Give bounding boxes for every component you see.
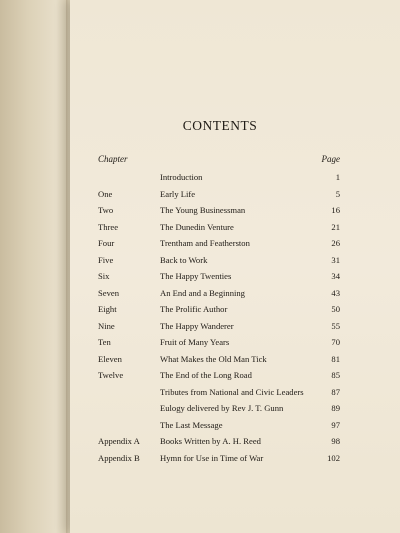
toc-row — [0, 186, 400, 202]
toc-title: The Prolific Author — [160, 304, 228, 314]
toc-row — [0, 318, 400, 334]
toc-page: 1 — [335, 172, 340, 182]
toc-page: 21 — [331, 221, 340, 232]
toc-page: 97 — [331, 419, 340, 430]
toc-title: Early Life — [160, 188, 196, 199]
toc-row — [0, 301, 400, 317]
chapter-column-header: Chapter — [98, 154, 128, 164]
toc-title: Back to Work — [160, 254, 208, 265]
toc-title: The Young Businessman — [160, 205, 246, 215]
toc-chapter: Six — [98, 271, 110, 281]
toc-row — [0, 285, 400, 301]
toc-page: 102 — [327, 452, 340, 463]
toc-chapter: Appendix B — [98, 452, 140, 463]
toc-title: The Happy Twenties — [160, 271, 232, 281]
toc-chapter: Three — [98, 221, 119, 232]
toc-row — [0, 169, 400, 185]
toc-page: 87 — [331, 386, 340, 397]
toc-page: 89 — [331, 403, 340, 413]
toc-row — [0, 202, 400, 218]
toc-title: The Dunedin Venture — [160, 221, 234, 232]
contents-title: CONTENTS — [182, 118, 258, 133]
toc-page: 85 — [331, 370, 340, 380]
toc-row — [0, 367, 400, 383]
toc-page: 34 — [331, 271, 340, 281]
toc-row — [0, 219, 400, 235]
toc-title: Introduction — [160, 172, 203, 182]
toc-title: What Makes the Old Man Tick — [160, 353, 267, 364]
toc-row — [0, 334, 400, 350]
toc-chapter: Appendix A — [98, 436, 140, 446]
toc-chapter: Two — [98, 205, 114, 215]
toc-title: The Last Message — [160, 419, 223, 430]
toc-page: 98 — [331, 436, 340, 446]
toc-page: 81 — [331, 353, 340, 364]
toc-chapter: Eleven — [98, 353, 122, 364]
toc-row — [0, 351, 400, 367]
toc-chapter: Eight — [98, 304, 117, 314]
toc-row — [0, 268, 400, 284]
toc-page: 5 — [335, 188, 340, 199]
toc-row — [0, 450, 400, 466]
toc-chapter: One — [98, 188, 113, 199]
toc-page: 70 — [331, 337, 340, 347]
toc-row — [0, 384, 400, 400]
toc-title: Books Written by A. H. Reed — [160, 436, 261, 446]
toc-chapter: Twelve — [98, 370, 124, 380]
toc-page: 43 — [331, 287, 340, 298]
toc-row — [0, 417, 400, 433]
toc-title: The Happy Wanderer — [160, 320, 234, 331]
toc-chapter: Nine — [98, 320, 115, 331]
toc-row — [0, 433, 400, 449]
toc-row — [0, 252, 400, 268]
toc-chapter: Four — [98, 238, 115, 248]
toc-page: 26 — [331, 238, 340, 248]
toc-page: 50 — [331, 304, 340, 314]
toc-title: Hymn for Use in Time of War — [160, 452, 264, 463]
toc-title: Fruit of Many Years — [160, 337, 230, 347]
toc-page: 31 — [331, 254, 340, 265]
toc-title: An End and a Beginning — [160, 287, 245, 298]
toc-row — [0, 400, 400, 416]
toc-title: Trentham and Featherston — [160, 238, 250, 248]
toc-page: 55 — [331, 320, 340, 331]
toc-chapter: Ten — [98, 337, 111, 347]
toc-title: Tributes from National and Civic Leaders — [160, 386, 304, 397]
page-column-header: Page — [321, 154, 340, 164]
toc-chapter: Seven — [98, 287, 120, 298]
toc-page: 16 — [331, 205, 340, 215]
toc-title: Eulogy delivered by Rev J. T. Gunn — [160, 403, 284, 413]
toc-chapter: Five — [98, 254, 114, 265]
toc-row — [0, 235, 400, 251]
toc-title: The End of the Long Road — [160, 370, 252, 380]
